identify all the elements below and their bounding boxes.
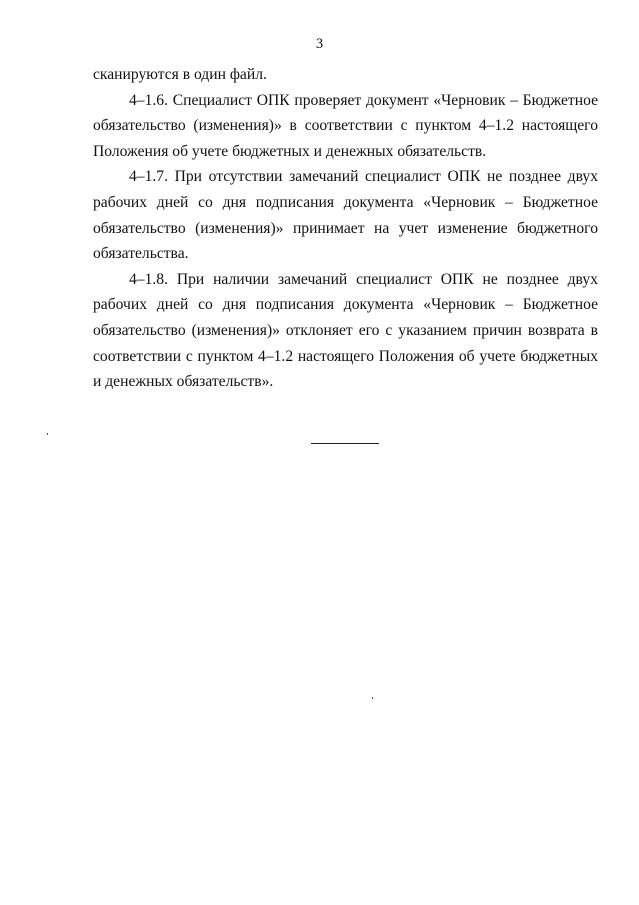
page-number: 3	[315, 36, 324, 52]
paragraph-4-1-6: 4–1.6. Специалист ОПК проверяет документ «Черновик – Бюджетное обязательство (изменения)» в соответствии с пунктом 4–1.2 настоящего Положения об учете бюджетных и денежных обязательств.	[93, 91, 598, 160]
paragraph-4-1-8: 4–1.8. При наличии замечаний специалист ОПК не позднее двух рабочих дней со дня подписания документа «Черновик – Бюджетное обязательство (изменения)» отклоняет его с указанием причин возврата в соответствии с пунктом 4–1.2 настоящего Положения об учете бюджетных и денежных обязательств».	[93, 270, 598, 391]
scan-speck	[47, 433, 48, 435]
end-separator-line	[311, 443, 379, 444]
paragraph-4-1-7: 4–1.7. При отсутствии замечаний специалист ОПК не позднее двух рабочих дней со дня подписания документа «Черновик – Бюджетное обязательство (изменения)» принимает на учет изменение бюджетного обязательства.	[93, 168, 598, 263]
document-body	[93, 62, 598, 395]
paragraph-continuation: сканируются в один файл.	[93, 66, 267, 83]
scan-speck	[372, 697, 373, 699]
